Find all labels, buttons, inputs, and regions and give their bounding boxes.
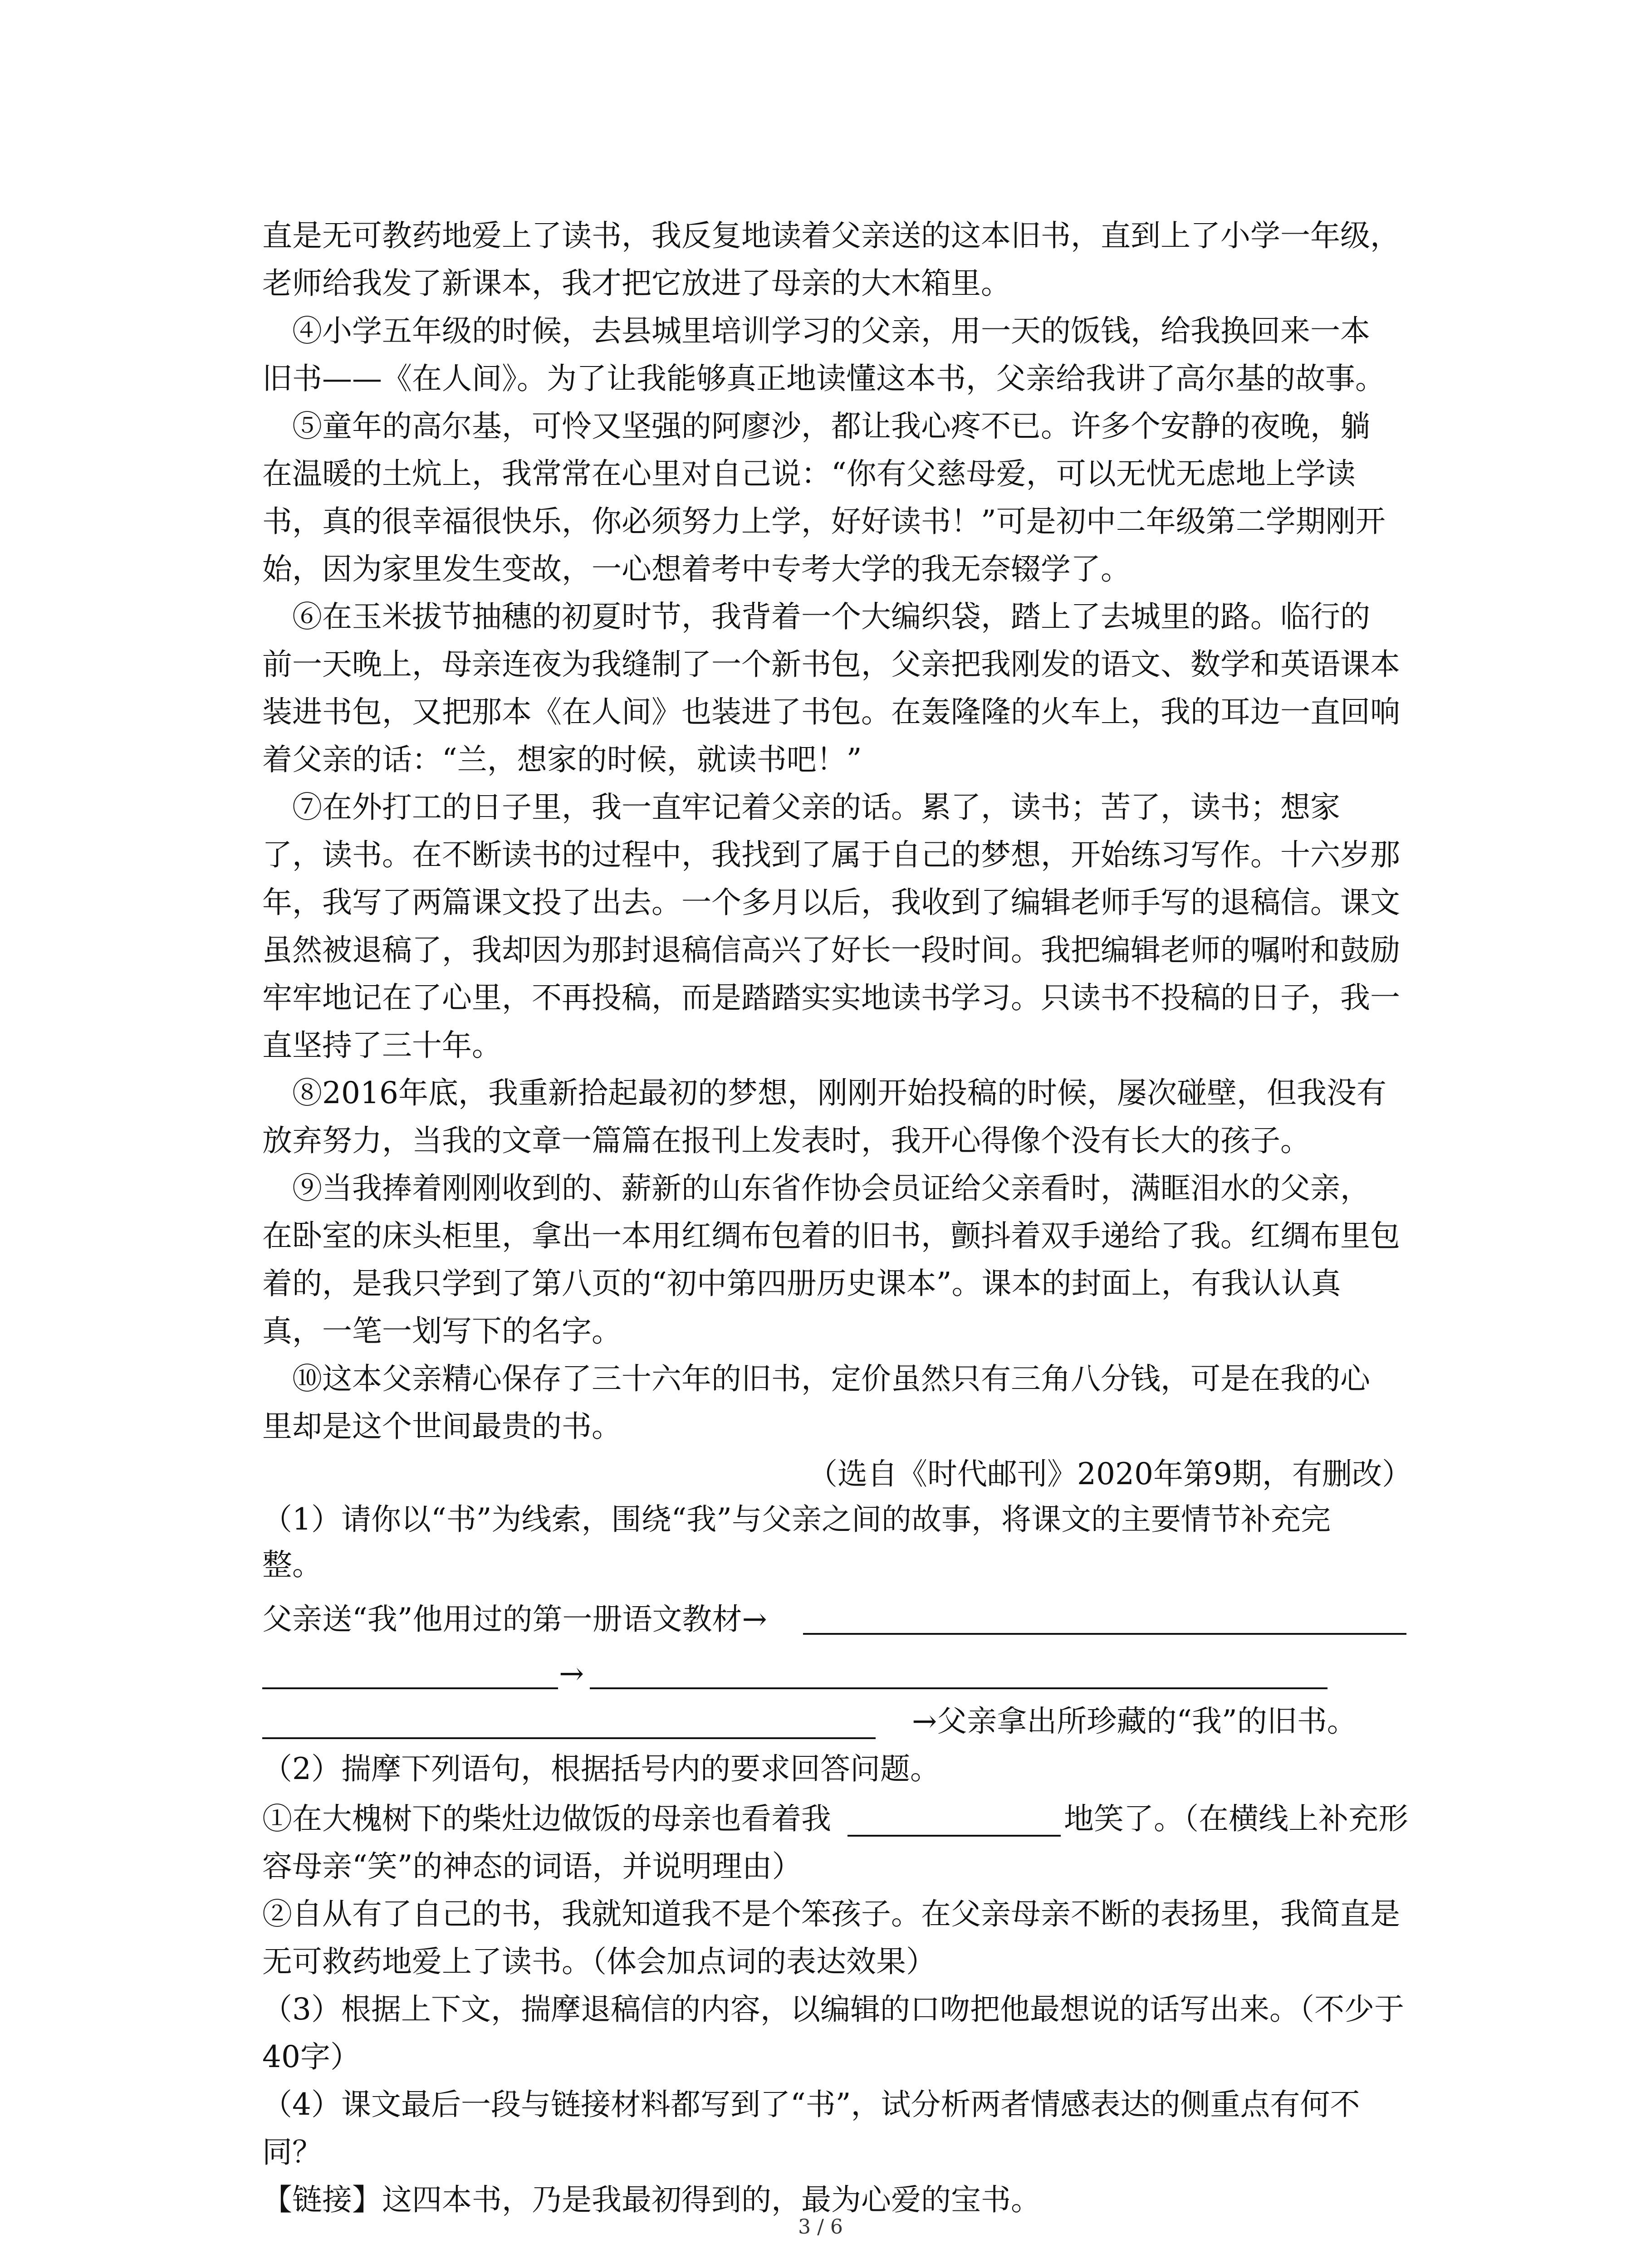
question-2-item-2-cont: 无可救药地爱上了读书。（体会加点词的表达效果） (262, 1944, 936, 1979)
passage-line: 真，一笔一划写下的名字。 (262, 1314, 622, 1349)
passage-line: 着的，是我只学到了第八页的“初中第四册历史课本”。课本的封面上，有我认认真 (262, 1266, 1341, 1301)
passage-line: 里却是这个世间最贵的书。 (262, 1409, 622, 1444)
passage-line: 在卧室的床头柜里，拿出一本用红绸布包着的旧书，颤抖着双手递给了我。红绸布里包 (262, 1218, 1400, 1253)
passage-line: 在温暖的土炕上，我常常在心里对自己说：“你有父慈母爱，可以无忧无虑地上学读 (262, 456, 1356, 491)
passage-paragraph-8: ⑧2016年底，我重新拾起最初的梦想，刚刚开始投稿的时候，屡次碰壁，但我没有 (292, 1075, 1386, 1110)
passage-paragraph-9: ⑨当我捧着刚刚收到的、薪新的山东省作协会员证给父亲看时，满眶泪水的父亲， (292, 1171, 1370, 1206)
question-3-stem-cont: 40字） (262, 2039, 360, 2074)
passage-line: 放弃努力，当我的文章一篇篇在报刊上发表时，我开心得像个没有长大的孩子。 (262, 1123, 1310, 1158)
answer-blank-2[interactable] (262, 1687, 558, 1689)
passage-line: 虽然被退稿了，我却因为那封退稿信高兴了好长一段时间。我把编辑老师的嘱咐和鼓励 (262, 933, 1400, 968)
question-2-item-2: ②自从有了自己的书，我就知道我不是个笨孩子。在父亲母亲不断的表扬里，我简直是 (262, 1897, 1400, 1931)
passage-line: 年，我写了两篇课文投了出去。一个多月以后，我收到了编辑老师手写的退稿信。课文 (262, 885, 1400, 920)
answer-blank-5[interactable] (847, 1835, 1061, 1837)
answer-blank-4[interactable] (262, 1737, 876, 1739)
passage-line: 前一天晚上，母亲连夜为我缝制了一个新书包，父亲把我刚发的语文、数学和英语课本 (262, 647, 1400, 682)
question-1-chain-start: 父亲送“我”他用过的第一册语文教材→ (262, 1602, 767, 1637)
question-3-stem: （3）根据上下文，揣摩退稿信的内容，以编辑的口吻把他最想说的话写出来。（不少于 (262, 1992, 1404, 2027)
passage-paragraph-6: ⑥在玉米拔节抽穗的初夏时节，我背着一个大编织袋，踏上了去城里的路。临行的 (292, 599, 1370, 634)
passage-line: 书，真的很幸福很快乐，你必须努力上学，好好读书！”可是初中二年级第二学期刚开 (262, 504, 1386, 539)
passage-line: 始，因为家里发生变故，一心想着考中专考大学的我无奈辍学了。 (262, 552, 1131, 587)
passage-line: 旧书——《在人间》。为了让我能够真正地读懂这本书，父亲给我讲了高尔基的故事。 (262, 361, 1385, 396)
passage-line: 装进书包，又把那本《在人间》也装进了书包。在轰隆隆的火车上，我的耳边一直回响 (262, 694, 1400, 729)
passage-line: 直坚持了三十年。 (262, 1028, 502, 1063)
question-1-stem: （1）请你以“书”为线索，围绕“我”与父亲之间的故事，将课文的主要情节补充完 (262, 1502, 1331, 1537)
question-2-item-1-cont: 地笑了。（在横线上补充形 (1064, 1801, 1408, 1836)
passage-paragraph-4: ④小学五年级的时候，去县城里培训学习的父亲，用一天的饭钱，给我换回来一本 (292, 313, 1370, 348)
source-note: （选自《时代邮刊》2020年第9期，有删改） (808, 1457, 1412, 1491)
passage-paragraph-10: ⑩这本父亲精心保存了三十六年的旧书，定价虽然只有三角八分钱，可是在我的心 (292, 1361, 1370, 1396)
passage-line: 了，读书。在不断读书的过程中，我找到了属于自己的梦想，开始练习写作。十六岁那 (262, 837, 1400, 872)
question-2-stem: （2）揣摩下列语句，根据括号内的要求回答问题。 (262, 1751, 940, 1786)
question-1-stem-cont: 整。 (262, 1547, 322, 1582)
passage-line: 老师给我发了新课本，我才把它放进了母亲的大木箱里。 (262, 266, 1011, 301)
passage-line: 牢牢地记在了心里，不再投稿，而是踏踏实实地读书学习。只读书不投稿的日子，我一 (262, 980, 1400, 1015)
passage-line: 着父亲的话：“兰，想家的时候，就读书吧！” (262, 742, 862, 777)
question-2-item-1-note: 容母亲“笑”的神态的词语，并说明理由） (262, 1849, 802, 1884)
answer-blank-3[interactable] (590, 1687, 1327, 1689)
passage-line: 直是无可教药地爱上了读书，我反复地读着父亲送的这本旧书，直到上了小学一年级， (262, 218, 1400, 253)
question-4-stem: （4）课文最后一段与链接材料都写到了“书”，试分析两者情感表达的侧重点有何不 (262, 2087, 1360, 2122)
question-4-stem-cont: 同？ (262, 2135, 322, 2170)
answer-blank-1[interactable] (803, 1633, 1406, 1635)
question-1-chain-end: →父亲拿出所珍藏的“我”的旧书。 (912, 1704, 1357, 1739)
passage-paragraph-5: ⑤童年的高尔基，可怜又坚强的阿廖沙，都让我心疼不已。许多个安静的夜晚，躺 (292, 409, 1370, 444)
question-1-arrow: → (559, 1656, 584, 1691)
passage-paragraph-7: ⑦在外打工的日子里，我一直牢记着父亲的话。累了，读书；苦了，读书；想家 (292, 790, 1340, 825)
question-2-item-1: ①在大槐树下的柴灶边做饭的母亲也看着我 (262, 1801, 831, 1836)
link-material: 【链接】这四本书，乃是我最初得到的，最为心爱的宝书。 (262, 2182, 1041, 2217)
page-number: 3 / 6 (798, 2215, 843, 2239)
